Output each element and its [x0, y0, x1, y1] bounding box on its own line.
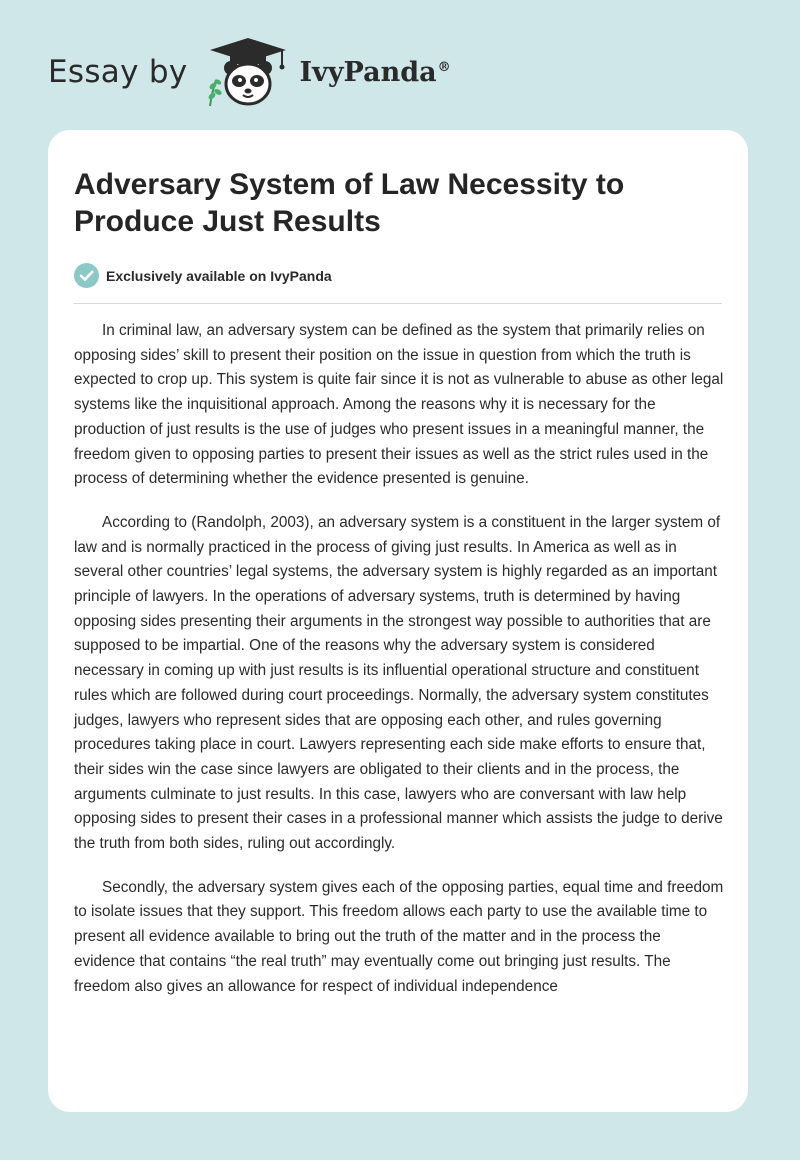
page-title: Adversary System of Law Necessity to Produce Just Results — [74, 168, 625, 238]
panda-graduate-icon[interactable] — [202, 36, 294, 108]
registered-mark: ® — [437, 59, 451, 75]
exclusive-badge-label: Exclusively available on IvyPanda — [106, 267, 332, 284]
paragraph: In criminal law, an adversary system can be defined as the system that primarily relies on opposing sides’ skill to present their position on the issue in question from which the truth is expected to crop up. This system is quite fair since it is not as vulnerable to abuse as other legal systems like the inquisitional approach. Among the reasons why it is necessary for the production of just results is the use of judges who present issues in a meaningful manner, the freedom given to opposing parties to present their issues as well as the strict rules used in the process of determining whether the evidence presented is genuine. — [74, 322, 724, 488]
essay-body — [74, 319, 726, 1018]
essay-by-label: Essay by — [48, 54, 188, 90]
brand-name[interactable]: IvyPanda® — [299, 56, 451, 88]
check-circle-icon — [74, 263, 99, 288]
exclusive-badge — [74, 263, 332, 288]
essay-card — [48, 130, 748, 1112]
paragraph: According to (Randolph, 2003), an adversary system is a constituent in the larger system of law and is normally practiced in the process of giving just results. In America as well as in several other countries’ legal systems, the adversary system is highly regarded as an important principle of lawyers. In the operations of adversary systems, truth is determined by having opposing sides presenting their arguments in the strongest way possible to authorities that are supposed to be impartial. One of the reasons why the adversary system is considered necessary in coming up with just results is its influential operational structure and constituent rules which are followed during court proceedings. Normally, the adversary system constitutes judges, lawyers who represent sides that are opposing each other, and rules governing procedures taking place in court. Lawyers representing each side make efforts to ensure that, their sides win the case since lawyers are obligated to their clients and in the process, the arguments culminate to just results. In this case, lawyers who are conversant with law help opposing sides to present their cases in a professional manner which assists the judge to derive the truth from both sides, ruling out accordingly. — [74, 513, 723, 853]
divider — [74, 303, 722, 304]
site-header — [48, 36, 451, 108]
paragraph: Secondly, the adversary system gives each of the opposing parties, equal time and freedom to isolate issues that they support. This freedom allows each party to use the available time to present all evidence available to bring out the truth of the matter and in the process the evidence that contains “the real truth” may eventually come out bringing just results. The freedom also gives an allowance for respect of individual independence — [74, 878, 724, 995]
